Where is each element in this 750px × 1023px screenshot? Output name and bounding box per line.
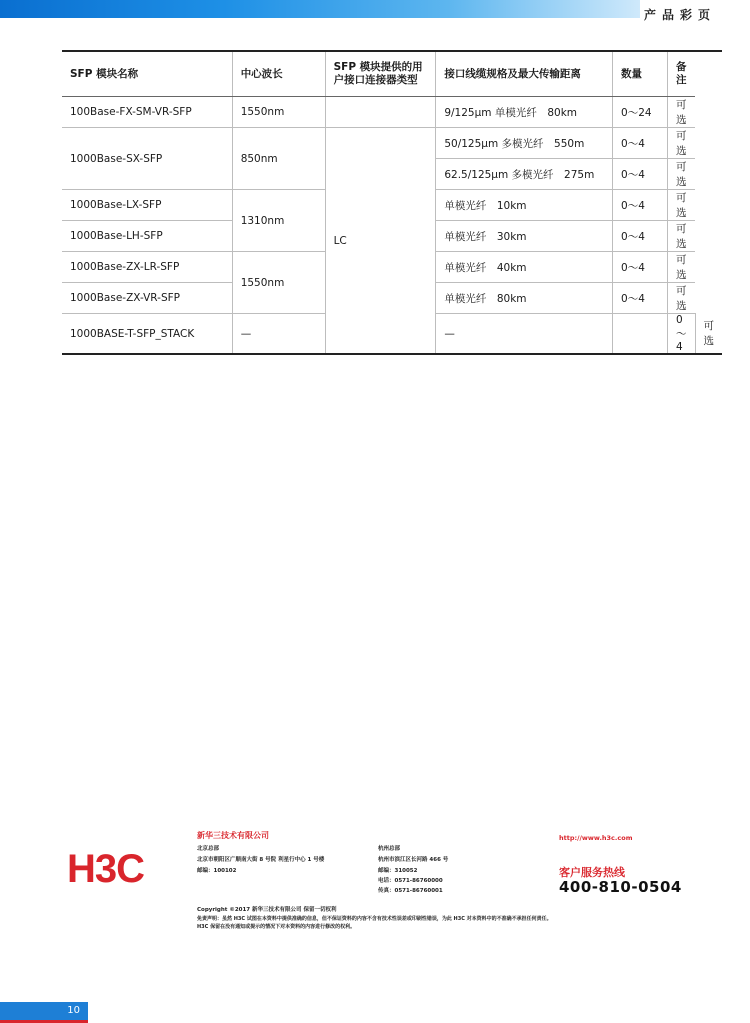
cell-wavelength: —	[232, 314, 325, 355]
copyright-text: Copyright ©2017 新华三技术有限公司 保留一切权利	[197, 907, 337, 913]
cell-note: 可选	[668, 252, 696, 283]
cell-cable: 单模光纤 30km	[436, 221, 613, 252]
company-name: 新华三技术有限公司	[197, 831, 269, 840]
col-header-wavelength: 中心波长	[232, 51, 325, 97]
cell-note: 可选	[668, 190, 696, 221]
cell-qty: 0～4	[613, 159, 668, 190]
cell-name: 1000Base-ZX-LR-SFP	[62, 252, 232, 283]
col-header-connector	[325, 51, 436, 97]
cell-wavelength: 850nm	[232, 128, 325, 190]
cell-cable: 62.5/125μm 多模光纤 275m	[436, 159, 613, 190]
cell-cable: 50/125μm 多模光纤 550m	[436, 128, 613, 159]
hangzhou-title: 杭州总部	[378, 846, 401, 852]
cell-qty: 0～24	[613, 97, 668, 128]
cell-connector	[325, 97, 436, 128]
notice-text: H3C 保留在没有通知或提示的情况下对本资料的内容进行修改的权利。	[197, 924, 356, 930]
table-header-row	[62, 51, 722, 97]
cell-qty: 0～4	[668, 314, 696, 355]
beijing-title: 北京总部	[197, 846, 220, 852]
cell-note: 可选	[668, 221, 696, 252]
hotline-label: 客户服务热线	[559, 866, 625, 879]
disclaimer-text: 免责声明：虽然 H3C 试图在本资料中提供准确的信息，但不保证资料的内容不含有技术性误差或印刷性错误，为此 H3C 对本资料中的不准确不承担任何责任。	[197, 916, 552, 922]
cell-qty: 0～4	[613, 190, 668, 221]
col-header-cable: 接口线缆规格及最大传输距离	[436, 51, 613, 97]
cell-connector: LC	[325, 128, 436, 355]
page-number: 10	[67, 1005, 80, 1016]
cell-note: 可选	[668, 159, 696, 190]
hotline-number: 400-810-0504	[559, 878, 682, 896]
cell-cable: 单模光纤 40km	[436, 252, 613, 283]
hangzhou-postcode: 邮编：310052	[378, 868, 418, 874]
cell-note: 可选	[668, 97, 696, 128]
sfp-module-table	[62, 50, 722, 355]
col-header-connector-line2: 户接口连接器类型	[333, 74, 418, 86]
cell-cable: 9/125μm 单模光纤 80km	[436, 97, 613, 128]
h3c-logo-text: H3C	[67, 848, 145, 888]
beijing-postcode: 邮编：100102	[197, 868, 237, 874]
col-header-connector-line1: SFP 模块提供的用	[333, 61, 423, 73]
cell-wavelength: 1550nm	[232, 252, 325, 314]
col-header-name: SFP 模块名称	[62, 51, 232, 97]
cell-name: 1000Base-LX-SFP	[62, 190, 232, 221]
cell-note: 可选	[695, 314, 722, 355]
cell-note: 可选	[668, 128, 696, 159]
cell-name: 1000Base-ZX-VR-SFP	[62, 283, 232, 314]
hangzhou-phone: 电话：0571-86760000	[378, 878, 443, 884]
cell-wavelength: 1550nm	[232, 97, 325, 128]
cell-cable: 单模光纤 10km	[436, 190, 613, 221]
cell-cable	[613, 314, 668, 355]
hangzhou-address: 杭州市滨江区长河路 466 号	[378, 857, 449, 863]
cell-connector: —	[436, 314, 613, 355]
website-link[interactable]: http://www.h3c.com	[559, 834, 633, 842]
cell-name: 1000Base-SX-SFP	[62, 128, 232, 190]
col-header-qty: 数量	[613, 51, 668, 97]
cell-name: 1000BASE-T-SFP_STACK	[62, 314, 232, 355]
beijing-address: 北京市朝阳区广顺南大街 8 号院 利星行中心 1 号楼	[197, 857, 325, 863]
cell-name: 100Base-FX-SM-VR-SFP	[62, 97, 232, 128]
header-gradient-bar	[0, 0, 640, 18]
cell-qty: 0～4	[613, 221, 668, 252]
cell-note: 可选	[668, 283, 696, 314]
table-row	[62, 128, 722, 159]
cell-qty: 0～4	[613, 128, 668, 159]
cell-name: 1000Base-LH-SFP	[62, 221, 232, 252]
col-header-note: 备注	[668, 51, 696, 97]
cell-qty: 0～4	[613, 252, 668, 283]
cell-wavelength: 1310nm	[232, 190, 325, 252]
cell-qty: 0～4	[613, 283, 668, 314]
h3c-logo	[67, 848, 177, 888]
page-number-tab	[0, 1002, 88, 1020]
table-row	[62, 97, 722, 128]
page-header-title: 产品彩页	[643, 8, 716, 22]
hangzhou-fax: 传真：0571-86760001	[378, 888, 443, 894]
cell-cable: 单模光纤 80km	[436, 283, 613, 314]
